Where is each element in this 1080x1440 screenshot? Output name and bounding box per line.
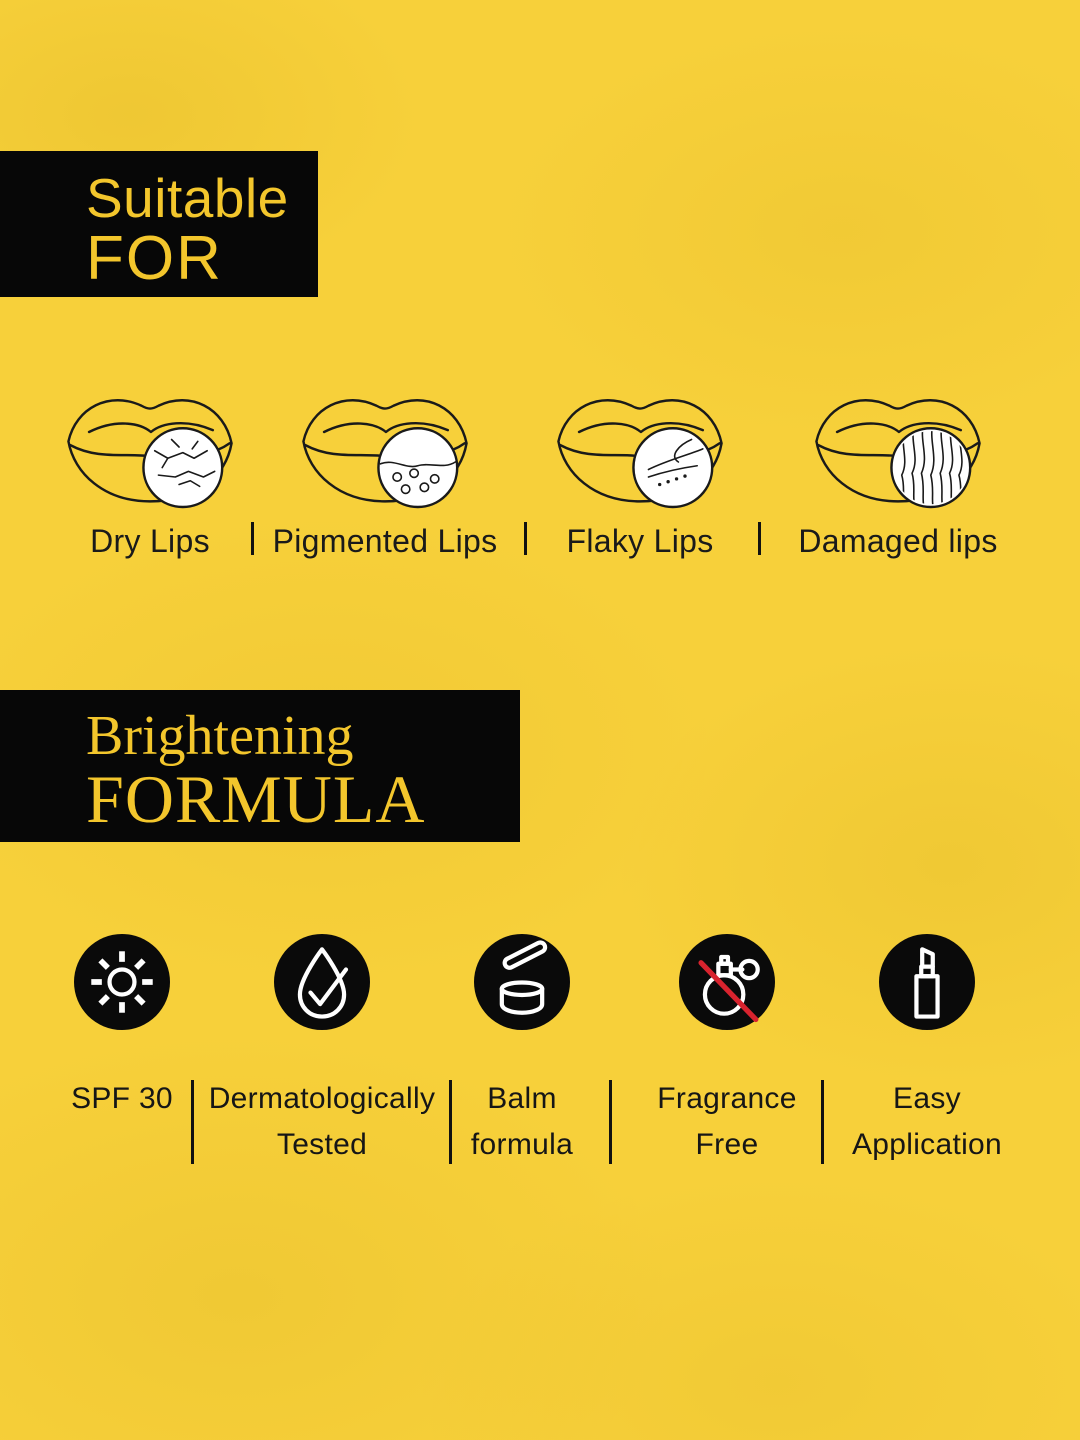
feature-label-line1: Balm	[487, 1082, 557, 1115]
lips-item-label: Flaky Lips	[566, 523, 714, 559]
feature-label-line1: SPF 30	[71, 1082, 173, 1115]
dry-lips-icon	[60, 372, 240, 522]
feature-label-line2: Free	[695, 1128, 759, 1161]
feature-label-easy-application	[787, 1076, 1067, 1168]
suitable-title-line2: FOR	[86, 224, 223, 293]
lips-item-label: Pigmented Lips	[272, 523, 498, 559]
formula-title-line1: Brightening	[86, 705, 354, 767]
feature-label-line1: Dermatologically	[208, 1082, 436, 1115]
feature-label-line2: Tested	[276, 1128, 368, 1161]
feature-label-line2: formula	[470, 1128, 574, 1161]
pigmented-lips-icon	[295, 372, 475, 522]
lips-item-label: Dry Lips	[90, 523, 210, 559]
applicator-icon	[879, 934, 975, 1030]
suitable-title-line1: Suitable	[86, 167, 289, 229]
brightening-formula-banner	[0, 690, 520, 842]
feature-label-line2: Application	[851, 1128, 1003, 1161]
flaky-lips-icon	[550, 372, 730, 522]
damaged-lips-icon	[808, 372, 988, 522]
no-fragrance-icon	[679, 934, 775, 1030]
balm-jar-icon	[474, 934, 570, 1030]
lips-item-label: Damaged lips	[798, 523, 998, 559]
formula-title-line2: FORMULA	[86, 761, 426, 837]
sun-icon	[74, 934, 170, 1030]
feature-label-line1: Easy	[893, 1082, 961, 1115]
suitable-for-banner	[0, 151, 318, 297]
droplet-check-icon	[274, 934, 370, 1030]
feature-label-line1: Fragrance	[657, 1082, 797, 1115]
